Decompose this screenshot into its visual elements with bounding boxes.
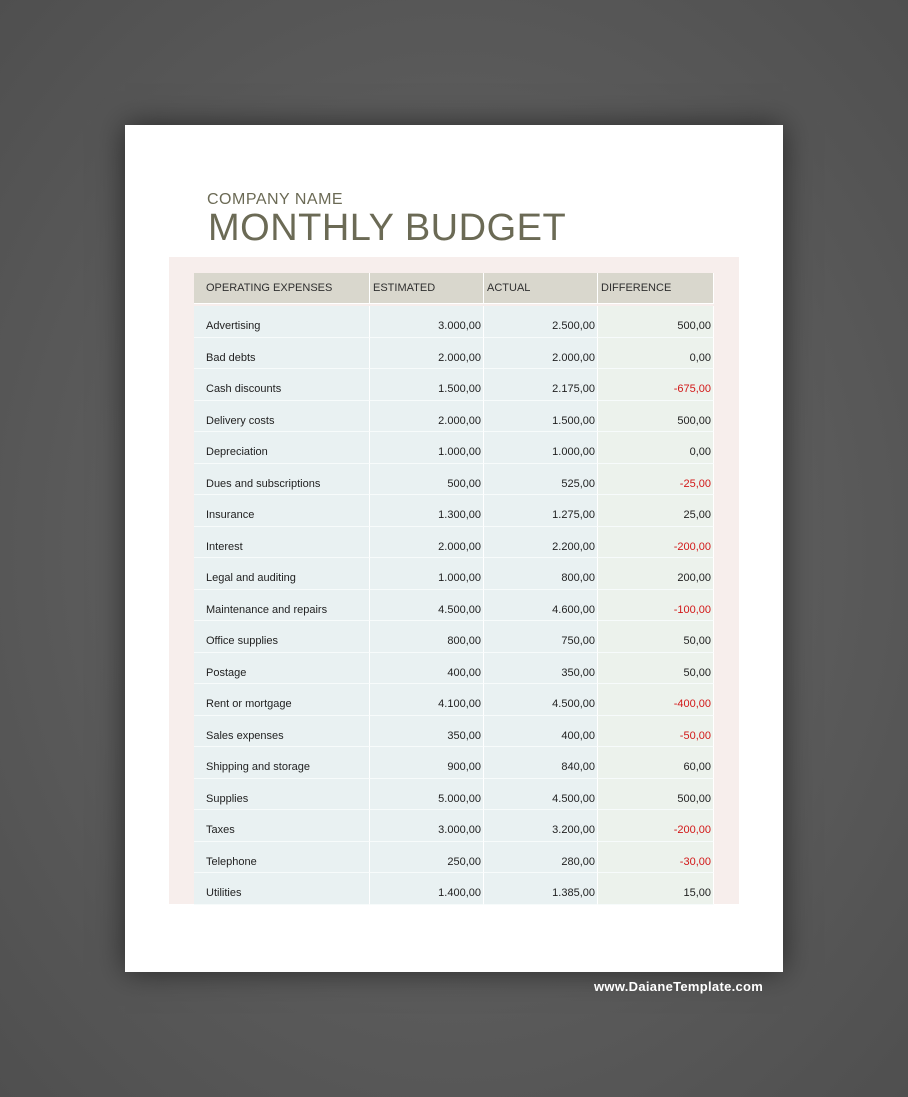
difference-cell: 0,00	[598, 432, 714, 464]
table-background	[169, 257, 739, 904]
expense-name-cell: Supplies	[194, 779, 370, 811]
table-body	[194, 306, 714, 905]
estimated-cell: 3.000,00	[370, 810, 484, 842]
table-row	[194, 401, 714, 433]
actual-cell: 4.500,00	[484, 684, 598, 716]
estimated-cell: 500,00	[370, 464, 484, 496]
actual-cell: 280,00	[484, 842, 598, 874]
table-row	[194, 527, 714, 559]
table-row	[194, 716, 714, 748]
estimated-cell: 1.000,00	[370, 432, 484, 464]
difference-cell: -400,00	[598, 684, 714, 716]
expense-name-cell: Delivery costs	[194, 401, 370, 433]
actual-cell: 3.200,00	[484, 810, 598, 842]
table-row	[194, 621, 714, 653]
expense-name-cell: Telephone	[194, 842, 370, 874]
expense-name-cell: Rent or mortgage	[194, 684, 370, 716]
table-row	[194, 306, 714, 338]
actual-cell: 4.600,00	[484, 590, 598, 622]
difference-cell: 500,00	[598, 306, 714, 338]
expense-name-cell: Depreciation	[194, 432, 370, 464]
company-name: COMPANY NAME	[207, 191, 344, 208]
expense-name-cell: Bad debts	[194, 338, 370, 370]
estimated-cell: 350,00	[370, 716, 484, 748]
table-row	[194, 495, 714, 527]
actual-cell: 350,00	[484, 653, 598, 685]
difference-cell: -100,00	[598, 590, 714, 622]
estimated-cell: 4.100,00	[370, 684, 484, 716]
estimated-cell: 250,00	[370, 842, 484, 874]
actual-cell: 800,00	[484, 558, 598, 590]
estimated-cell: 800,00	[370, 621, 484, 653]
difference-cell: 25,00	[598, 495, 714, 527]
actual-cell: 4.500,00	[484, 779, 598, 811]
estimated-cell: 2.000,00	[370, 401, 484, 433]
actual-cell: 1.275,00	[484, 495, 598, 527]
estimated-cell: 3.000,00	[370, 306, 484, 338]
expense-name-cell: Maintenance and repairs	[194, 590, 370, 622]
table-header	[194, 273, 714, 304]
difference-cell: -25,00	[598, 464, 714, 496]
estimated-cell: 900,00	[370, 747, 484, 779]
table-row	[194, 842, 714, 874]
estimated-cell: 2.000,00	[370, 338, 484, 370]
actual-cell: 2.200,00	[484, 527, 598, 559]
table-row	[194, 464, 714, 496]
actual-cell: 1.000,00	[484, 432, 598, 464]
watermark-url: www.DaianeTemplate.com	[594, 979, 764, 994]
table-row	[194, 779, 714, 811]
expense-name-cell: Cash discounts	[194, 369, 370, 401]
difference-cell: -30,00	[598, 842, 714, 874]
header-difference: DIFFERENCE	[598, 273, 714, 304]
expense-name-cell: Postage	[194, 653, 370, 685]
difference-cell: 200,00	[598, 558, 714, 590]
table-row	[194, 432, 714, 464]
difference-cell: 500,00	[598, 401, 714, 433]
difference-cell: -200,00	[598, 527, 714, 559]
difference-cell: -200,00	[598, 810, 714, 842]
header-estimated: ESTIMATED	[370, 273, 484, 304]
expense-name-cell: Legal and auditing	[194, 558, 370, 590]
difference-cell: 50,00	[598, 653, 714, 685]
expense-name-cell: Shipping and storage	[194, 747, 370, 779]
table-row	[194, 873, 714, 905]
table-row	[194, 684, 714, 716]
expense-name-cell: Interest	[194, 527, 370, 559]
estimated-cell: 1.500,00	[370, 369, 484, 401]
estimated-cell: 1.000,00	[370, 558, 484, 590]
difference-cell: 60,00	[598, 747, 714, 779]
difference-cell: 15,00	[598, 873, 714, 905]
difference-cell: 50,00	[598, 621, 714, 653]
expense-name-cell: Sales expenses	[194, 716, 370, 748]
actual-cell: 2.500,00	[484, 306, 598, 338]
estimated-cell: 4.500,00	[370, 590, 484, 622]
difference-cell: -675,00	[598, 369, 714, 401]
estimated-cell: 1.400,00	[370, 873, 484, 905]
table-row	[194, 590, 714, 622]
expense-name-cell: Advertising	[194, 306, 370, 338]
actual-cell: 2.175,00	[484, 369, 598, 401]
estimated-cell: 2.000,00	[370, 527, 484, 559]
actual-cell: 400,00	[484, 716, 598, 748]
budget-page	[125, 125, 783, 972]
actual-cell: 1.385,00	[484, 873, 598, 905]
header-actual: ACTUAL	[484, 273, 598, 304]
expense-name-cell: Taxes	[194, 810, 370, 842]
expense-name-cell: Dues and subscriptions	[194, 464, 370, 496]
table-row	[194, 558, 714, 590]
table-row	[194, 369, 714, 401]
actual-cell: 750,00	[484, 621, 598, 653]
table-row	[194, 338, 714, 370]
difference-cell: -50,00	[598, 716, 714, 748]
table-row	[194, 810, 714, 842]
expense-name-cell: Utilities	[194, 873, 370, 905]
table-row	[194, 653, 714, 685]
page-title: MONTHLY BUDGET	[208, 207, 567, 249]
estimated-cell: 5.000,00	[370, 779, 484, 811]
difference-cell: 0,00	[598, 338, 714, 370]
estimated-cell: 1.300,00	[370, 495, 484, 527]
difference-cell: 500,00	[598, 779, 714, 811]
estimated-cell: 400,00	[370, 653, 484, 685]
actual-cell: 1.500,00	[484, 401, 598, 433]
actual-cell: 525,00	[484, 464, 598, 496]
actual-cell: 840,00	[484, 747, 598, 779]
header-operating-expenses: OPERATING EXPENSES	[194, 273, 370, 304]
table-row	[194, 747, 714, 779]
actual-cell: 2.000,00	[484, 338, 598, 370]
expense-name-cell: Office supplies	[194, 621, 370, 653]
budget-table	[194, 273, 714, 905]
expense-name-cell: Insurance	[194, 495, 370, 527]
